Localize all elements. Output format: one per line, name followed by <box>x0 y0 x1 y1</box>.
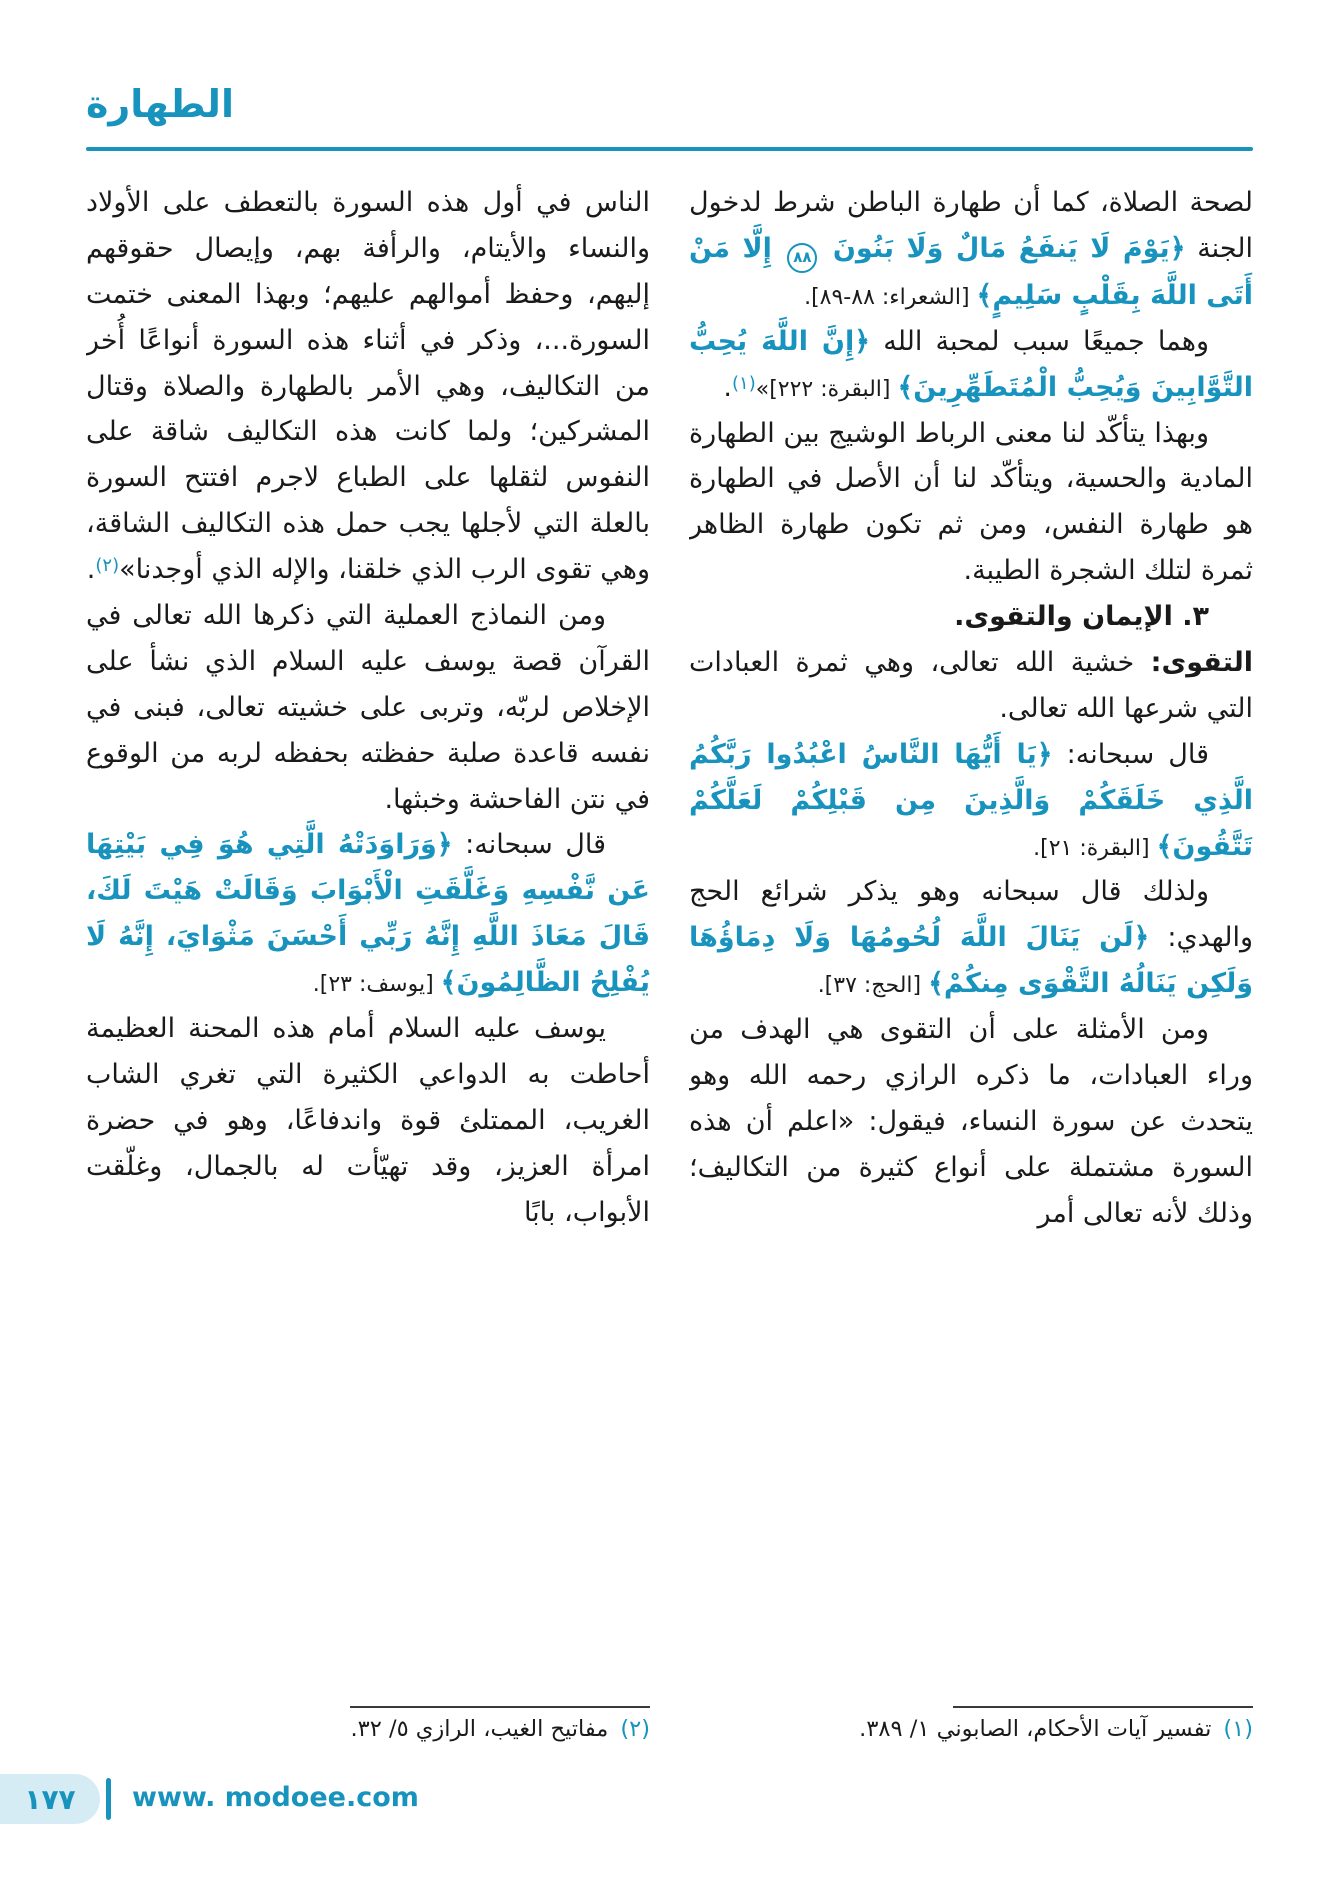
emphasis-text: التقوى: <box>1150 647 1253 679</box>
body-text: ومن الأمثلة على أن التقوى هي الهدف من وراء العبادات، ما ذكره الرازي رحمه الله وهو يتحدث عن سورة النساء، فيقول: «اعلم أن هذه السورة مشتملة على أنواع كثيرة من التكاليف؛ وذلك لأنه تعالى أمر <box>689 1014 1253 1229</box>
paragraph <box>86 593 650 822</box>
verse-reference: [البقرة: ٢٢٢]» <box>755 376 898 402</box>
footnote-2 <box>86 1716 650 1742</box>
footnote-1 <box>689 1716 1253 1742</box>
paragraph <box>689 869 1253 1007</box>
quran-verse: إِلَّا مَنْ أَتَى اللَّهَ بِقَلْبٍ سَلِيمٍ﴾ <box>689 232 1253 311</box>
body-text: . <box>86 554 96 586</box>
footnote-marker: (٢) <box>95 555 120 577</box>
verse-reference: [البقرة: ٢١]. <box>1033 835 1157 861</box>
body-text: . <box>723 371 733 403</box>
paragraph <box>689 640 1253 732</box>
verse-reference: [يوسف: ٢٣]. <box>312 972 441 998</box>
quran-verse: ﴿يَوْمَ لَا يَنفَعُ مَالٌ وَلَا بَنُونَ <box>820 232 1186 264</box>
body-text: يوسف عليه السلام أمام هذه المحنة العظيمة أحاطت به الدواعي الكثيرة التي تغري الشاب الغريب، الممتلئ قوة واندفاعًا، وهو في حضرة امرأة العزيز، وقد تهيّأت له بالجمال، وغلّقت الأبواب، بابًا <box>86 1013 650 1228</box>
body-text: ومن النماذج العملية التي ذكرها الله تعالى في القرآن قصة يوسف عليه السلام الذي نشأ على الإخلاص لربّه، وتربى على خشيته تعالى، فبنى في نفسه قاعدة صلبة حفظته بحفظه لربه من الوقوع في نتن الفاحشة وخبثها. <box>86 600 650 815</box>
body-text: الناس في أول هذه السورة بالتعطف على الأولاد والنساء والأيتام، والرأفة بهم، وإيصال حقوقهم إليهم، وحفظ أموالهم عليهم؛ وبهذا المعنى ختمت السورة...، وذكر في أثناء هذه السورة أنواعًا أُخر من التكاليف، وهي الأمر بالطهارة والصلاة وقتال المشركين؛ ولما كانت هذه التكاليف شاقة على النفوس لثقلها على الطباع لاجرم افتتح السورة بالعلة التي لأجلها يجب حمل هذه التكاليف الشاقة، وهي تقوى الرب الذي خلقنا، والإله الذي أوجدنا» <box>86 187 650 586</box>
body-text: قال سبحانه: <box>1052 738 1209 770</box>
footer-divider-bar <box>106 1778 111 1820</box>
body-text: وهما جميعًا سبب لمحبة الله <box>870 325 1210 357</box>
footnote-text: تفسير آيات الأحكام، الصابوني ١/ ٣٨٩. <box>859 1716 1212 1742</box>
footnote-number: (١) <box>1223 1716 1253 1742</box>
verse-reference: [الشعراء: ٨٨-٨٩]. <box>804 284 977 310</box>
quran-verse: ﴿إِنَّ اللَّهَ يُحِبُّ التَّوَّابِينَ وَيُحِبُّ الْمُتَطَهِّرِينَ﴾ <box>689 325 1253 403</box>
quran-verse: ﴿لَن يَنَالَ اللَّهَ لُحُومُهَا وَلَا دِمَاؤُهَا وَلَكِن يَنَالُهُ التَّقْوَى مِنكُمْ﴾ <box>689 922 1253 1000</box>
body-text: لصحة الصلاة، كما أن طهارة الباطن شرط لدخول الجنة <box>689 187 1253 264</box>
paragraph <box>86 822 650 1006</box>
footnote-number: (٢) <box>620 1716 650 1742</box>
body-text: خشية الله تعالى، وهي ثمرة العبادات التي شرعها الله تعالى. <box>689 647 1253 724</box>
paragraph <box>689 1007 1253 1236</box>
quran-verse: ﴿وَرَاوَدَتْهُ الَّتِي هُوَ فِي بَيْتِهَا عَن نَّفْسِهِ وَغَلَّقَتِ الْأَبْوَابَ وَقَالَتْ هَيْتَ لَكَ، قَالَ مَعَاذَ اللَّهِ إِنَّهُ رَبِّي أَحْسَنَ مَثْوَايَ، إِنَّهُ لَا يُفْلِحُ الظَّالِمُونَ﴾ <box>86 829 650 999</box>
body-text: ولذلك قال سبحانه وهو يذكر شرائع الحج والهدي: <box>689 876 1253 954</box>
page-number-badge <box>0 1774 100 1824</box>
text-column-left <box>86 180 650 1692</box>
body-text: وبهذا يتأكّد لنا معنى الرباط الوشيج بين الطهارة المادية والحسية، ويتأكّد لنا أن الأصل في الطهارة هو طهارة النفس، ومن ثم تكون طهارة الظاهر ثمرة لتلك الشجرة الطيبة. <box>689 417 1253 587</box>
header-divider <box>86 147 1253 151</box>
paragraph <box>689 319 1253 411</box>
footnote-text: مفاتيح الغيب، الرازي ٥/ ٣٢. <box>350 1716 609 1742</box>
chapter-title: الطهارة <box>86 82 234 126</box>
paragraph <box>689 180 1253 319</box>
body-text: قال سبحانه: <box>452 829 607 861</box>
section-heading <box>689 594 1253 640</box>
footnote-divider-left <box>350 1706 650 1708</box>
footnote-marker: (١) <box>732 372 756 394</box>
paragraph <box>689 732 1253 870</box>
footnote-divider-right <box>953 1706 1253 1708</box>
ayah-number: ٨٨ <box>787 243 817 273</box>
text-column-right <box>689 180 1253 1692</box>
paragraph <box>86 1006 650 1235</box>
site-url: www. modoee.com <box>132 1782 419 1813</box>
page-number: ١٧٧ <box>24 1782 76 1816</box>
quran-verse: ﴿يَا أَيُّهَا النَّاسُ اعْبُدُوا رَبَّكُمُ الَّذِي خَلَقَكُمْ وَالَّذِينَ مِن قَبْلِكُمْ لَعَلَّكُمْ تَتَّقُونَ﴾ <box>689 738 1253 862</box>
paragraph <box>86 180 650 593</box>
verse-reference: [الحج: ٣٧]. <box>817 973 929 999</box>
heading-text: ٣. الإيمان والتقوى. <box>954 601 1209 633</box>
paragraph <box>689 411 1253 595</box>
